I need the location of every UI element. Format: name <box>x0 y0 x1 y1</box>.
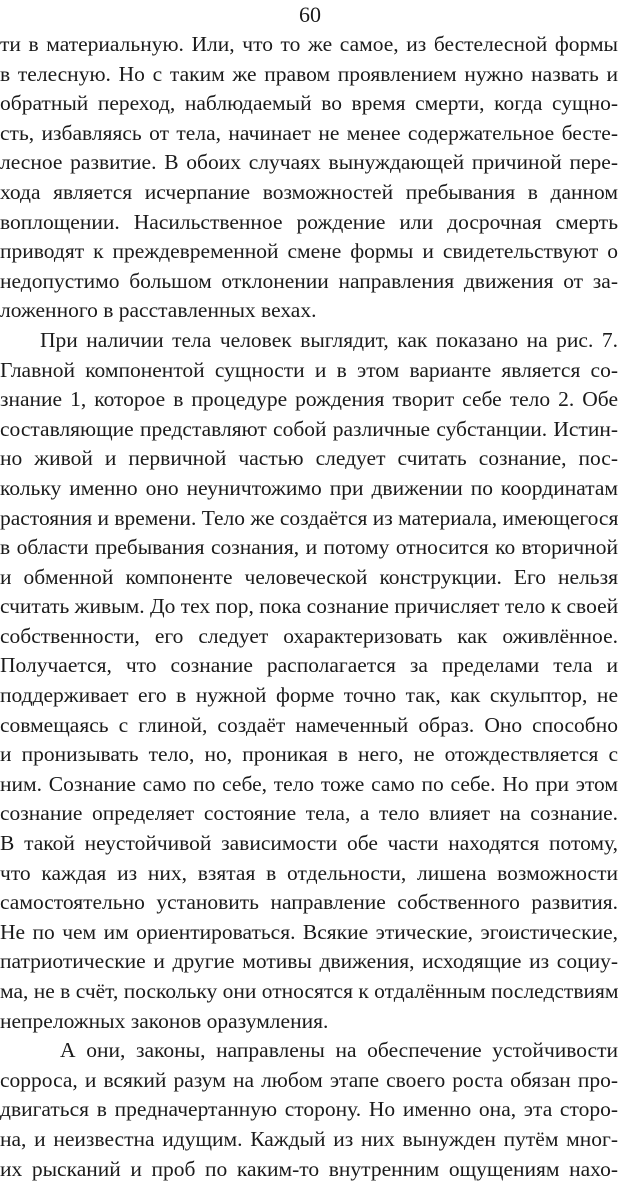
text-line: самостоятельно установить направление собственного развития. <box>0 890 618 915</box>
text-line: сть, избавляясь от тела, начинает не менее содержательное бесте- <box>0 120 618 145</box>
text-line: растояния и времени. Тело же создаётся из материала, имеющегося <box>0 505 619 530</box>
text-line: двигаться в предначертанную сторону. Но именно она, эта сторо- <box>0 1097 618 1122</box>
text-line: ти в материальную. Или, что то же самое, из бестелесной формы <box>0 32 618 56</box>
text-line: непреложных законов оразумления. <box>0 1008 329 1033</box>
text-line: считать живым. До тех пор, пока сознание причисляет тело к своей <box>0 594 619 619</box>
text-line: При наличии тела человек выглядит, как показано на рис. 7. <box>40 327 618 352</box>
text-line: на, и неизвестна идущим. Каждый из них вынужден путём мног- <box>0 1126 618 1151</box>
text-line: Получается, что сознание располагается за пределами тела и <box>0 653 618 678</box>
paragraph <box>0 30 620 326</box>
text-line: патриотические и другие мотивы движения, исходящие из социу- <box>0 949 618 974</box>
text-line: в области пребывания сознания, и потому относится ко вторичной <box>0 535 618 560</box>
body-text <box>0 30 620 1184</box>
text-line: знание 1, которое в процедуре рождения творит себе тело 2. Обе <box>0 387 618 412</box>
text-line: сознание определяет состояние тела, а тело влияет на сознание. <box>0 801 618 826</box>
text-line: А они, законы, направлены на обеспечение устойчивости <box>60 1038 618 1063</box>
paragraph <box>0 326 620 1036</box>
text-line: собственности, его следует охарактеризовать как оживлённое. <box>0 623 618 648</box>
text-line: недопустимо большом отклонении направления движения от за- <box>0 268 618 293</box>
text-line: воплощении. Насильственное рождение или досрочная смерть <box>0 209 618 234</box>
paragraph <box>0 1036 620 1184</box>
text-line: ложенного в расставленных вехах. <box>0 298 317 323</box>
page-number: 60 <box>299 2 321 27</box>
text-line: Главной компонентой сущности и в этом варианте является со- <box>0 357 618 382</box>
text-line: что каждая из них, взятая в отдельности, лишена возможности <box>0 860 618 885</box>
text-line: составляющие представляют собой различные субстанции. Истин- <box>0 416 618 441</box>
text-line: ним. Сознание само по себе, тело тоже само по себе. Но при этом <box>0 771 618 796</box>
text-line: поддерживает его в нужной форме точно так, как скульптор, не <box>0 683 618 708</box>
text-line: и пронизывать тело, но, проникая в него, не отождествляется с <box>0 742 618 767</box>
text-line: В такой неустойчивой зависимости обе части находятся потому, <box>0 831 618 856</box>
text-line: и обменной компоненте человеческой конструкции. Его нельзя <box>0 564 618 589</box>
text-line: хода является исчерпание возможностей пребывания в данном <box>0 179 618 204</box>
text-line: приводят к преждевременной смене формы и свидетельствуют о <box>0 239 618 264</box>
text-line: сорроса, и всякий разум на любом этапе своего роста обязан про- <box>0 1067 618 1092</box>
text-line: кольку именно оно неуничтожимо при движении по координатам <box>0 475 618 500</box>
text-line: их рысканий и проб по каким-то внутренним ощущениям нахо- <box>0 1156 618 1181</box>
text-line: но живой и первичной частью следует считать сознание, пос- <box>0 446 618 471</box>
text-line: лесное развитие. В обоих случаях вынуждающей причиной пере- <box>0 150 618 175</box>
text-line: ма, не в счёт, поскольку они относятся к отдалённым последствиям <box>0 979 619 1003</box>
text-line: Не по чем им ориентироваться. Всякие этические, эгоистические, <box>0 919 618 944</box>
text-line: в телесную. Но с таким же правом проявлением нужно назвать и <box>0 61 618 86</box>
text-line: обратный переход, наблюдаемый во время смерти, когда сущно- <box>0 91 618 116</box>
text-line: совмещаясь с глиной, создаёт намеченный образ. Оно способно <box>0 712 618 737</box>
